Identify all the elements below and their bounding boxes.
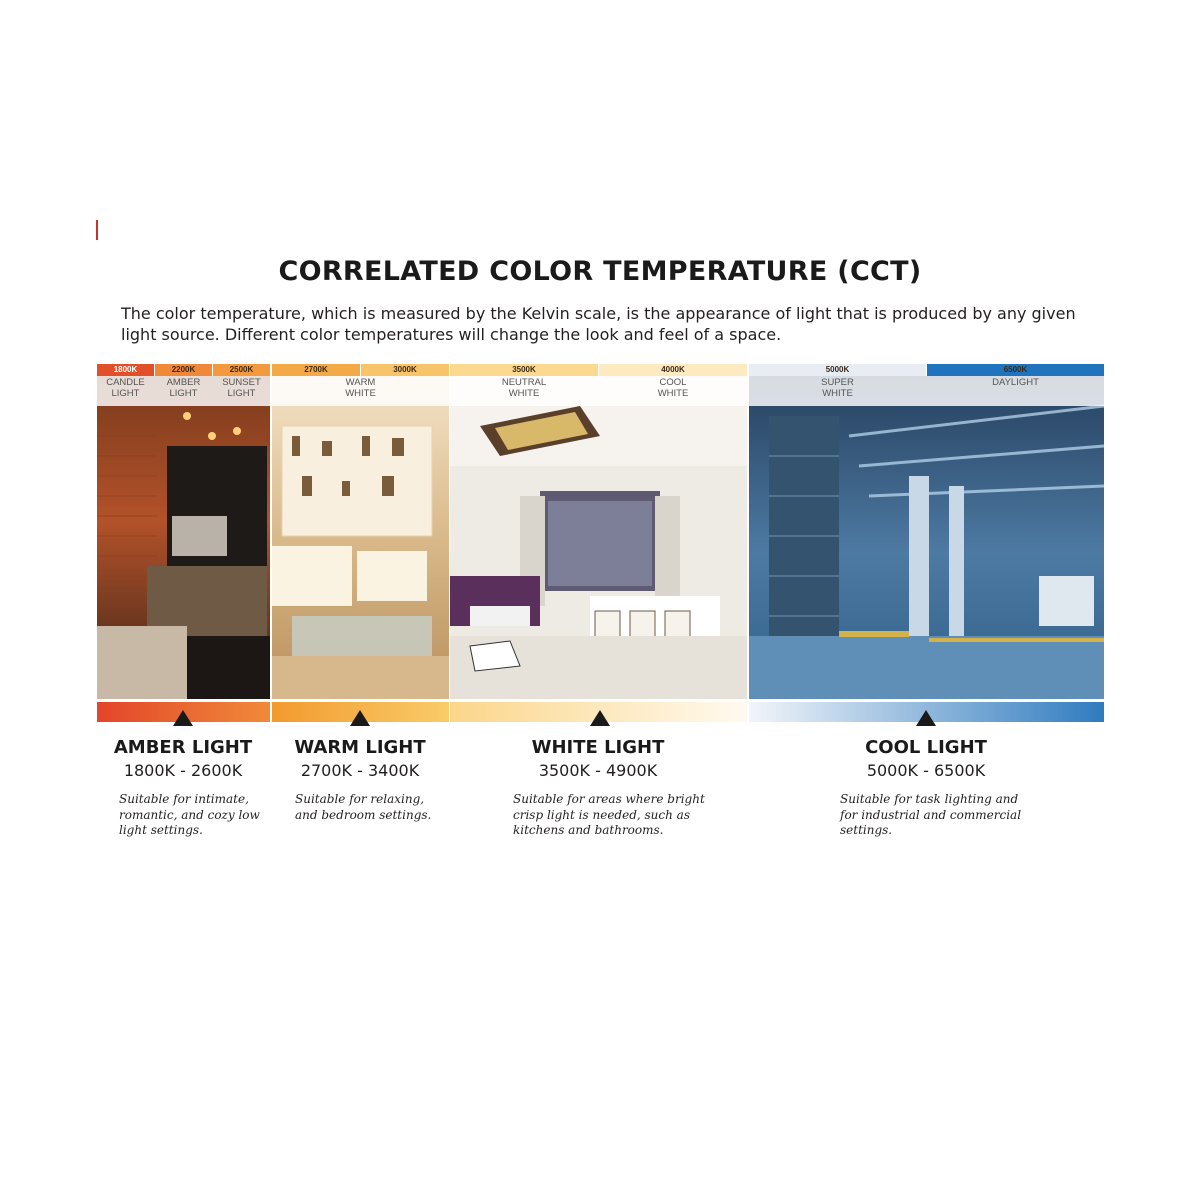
sub-label-daylight: DAYLIGHT [992, 377, 1039, 388]
page-title: CORRELATED COLOR TEMPERATURE (CCT) [278, 256, 922, 287]
cool-light-photo [749, 376, 1104, 699]
warm-light-description: Suitable for relaxing, and bedroom settings. [295, 792, 432, 822]
kelvin-4000k: 4000K [599, 364, 747, 376]
white-light-photo [450, 376, 747, 699]
amber-light-photo [97, 376, 270, 699]
edge-accent-line [96, 220, 98, 240]
sub-label-sunset-light: SUNSET LIGHT [222, 377, 261, 399]
kelvin-1800k: 1800K [97, 364, 154, 376]
kelvin-5000k: 5000K [749, 364, 926, 376]
white-light-description: Suitable for areas where bright crisp light is needed, such as kitchens and bathrooms. [513, 792, 705, 837]
sub-label-candle-light: CANDLE LIGHT [106, 377, 145, 399]
sub-label-super-white: SUPER WHITE [821, 377, 854, 399]
cool-light-description: Suitable for task lighting and for industrial and commercial settings. [840, 792, 1022, 837]
kelvin-2200k: 2200K [155, 364, 212, 376]
warm-light-photo [272, 376, 449, 699]
cool-light-range: 5000K - 6500K [866, 761, 986, 780]
amber-light-range: 1800K - 2600K [123, 761, 243, 780]
warm-light-range: 2700K - 3400K [300, 761, 420, 780]
kelvin-3000k: 3000K [361, 364, 449, 376]
amber-light-description: Suitable for intimate, romantic, and cozy low light settings. [119, 792, 260, 837]
kelvin-2700k: 2700K [272, 364, 360, 376]
amber-light-title: AMBER LIGHT [113, 737, 253, 758]
cool-marker-triangle [916, 710, 936, 726]
amber-marker-triangle [173, 710, 193, 726]
cool-light-title: COOL LIGHT [865, 737, 987, 758]
warm-marker-triangle [350, 710, 370, 726]
sub-label-neutral-white: NEUTRAL WHITE [501, 377, 547, 399]
white-light-title: WHITE LIGHT [531, 737, 665, 758]
kelvin-3500k: 3500K [450, 364, 598, 376]
kelvin-2500k: 2500K [213, 364, 270, 376]
sub-label-warm-white: WARM WHITE [345, 377, 376, 399]
white-light-range: 3500K - 4900K [538, 761, 658, 780]
warm-light-title: WARM LIGHT [294, 737, 426, 758]
sub-label-amber-light: AMBER LIGHT [166, 377, 201, 399]
intro-paragraph: The color temperature, which is measured by the Kelvin scale, is the appearance of light that is produced by any given light source. Different color temperatures will change the look and feel of a space. [121, 304, 1076, 344]
white-marker-triangle [590, 710, 610, 726]
kelvin-6500k: 6500K [927, 364, 1104, 376]
sub-label-cool-white: COOL WHITE [657, 377, 689, 399]
